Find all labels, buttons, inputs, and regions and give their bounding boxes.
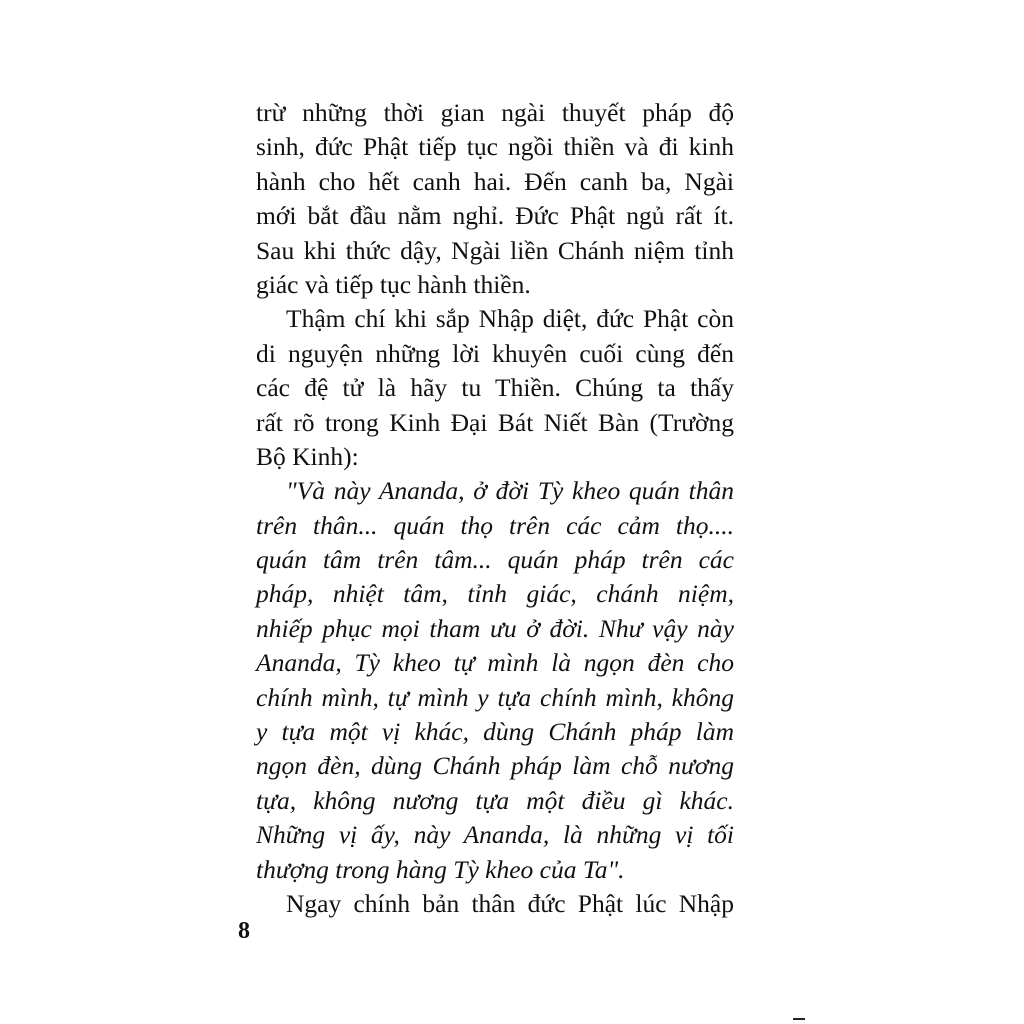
quote-line: Những vị ấy, này Ananda, là những vị tối — [256, 820, 734, 850]
quote-line: tựa, không nương tựa một điều gì khác. — [256, 785, 734, 815]
quote-line: quán tâm trên tâm... quán pháp trên các — [256, 545, 734, 575]
quotation-paragraph — [256, 474, 734, 887]
paragraph-4 — [256, 887, 734, 921]
page-number: 8 — [238, 918, 250, 944]
paragraph-2 — [256, 302, 734, 474]
text-line: hành cho hết canh hai. Đến canh ba, Ngài — [256, 166, 734, 196]
quote-line: trên thân... quán thọ trên các cảm thọ.... — [256, 510, 734, 540]
body-text — [256, 96, 734, 921]
text-line: rất rõ trong Kinh Đại Bát Niết Bàn (Trường — [256, 407, 734, 437]
text-line: Ngay chính bản thân đức Phật lúc Nhập — [286, 888, 734, 918]
paragraph-1 — [256, 96, 734, 302]
quote-line: pháp, nhiệt tâm, tỉnh giác, chánh niệm, — [256, 579, 734, 609]
quote-line: thượng trong hàng Tỳ kheo của Ta". — [256, 854, 625, 884]
text-line: giác và tiếp tục hành thiền. — [256, 269, 531, 299]
quote-line: Ananda, Tỳ kheo tự mình là ngọn đèn cho — [256, 648, 734, 678]
text-line: sinh, đức Phật tiếp tục ngồi thiền và đi kinh — [256, 132, 734, 162]
text-line: trừ những thời gian ngài thuyết pháp độ — [256, 98, 734, 127]
quote-line: ngọn đèn, dùng Chánh pháp làm chỗ nương — [256, 751, 734, 781]
quote-line: y tựa một vị khác, dùng Chánh pháp làm — [256, 717, 734, 747]
scan-edge-mark — [793, 1018, 805, 1020]
quote-line: "Và này Ananda, ở đời Tỳ kheo quán thân — [286, 476, 734, 506]
text-line: di nguyện những lời khuyên cuối cùng đến — [256, 338, 734, 368]
text-line: Sau khi thức dậy, Ngài liền Chánh niệm tỉnh — [256, 235, 734, 265]
quote-line: nhiếp phục mọi tham ưu ở đời. Như vậy này — [256, 613, 734, 643]
text-line: mới bắt đầu nằm nghỉ. Đức Phật ngủ rất ít. — [256, 201, 734, 231]
text-line: Bộ Kinh): — [256, 441, 359, 471]
quote-line: chính mình, tự mình y tựa chính mình, không — [256, 682, 734, 712]
text-line: Thậm chí khi sắp Nhập diệt, đức Phật còn — [286, 304, 734, 334]
text-line: các đệ tử là hãy tu Thiền. Chúng ta thấy — [256, 373, 734, 403]
